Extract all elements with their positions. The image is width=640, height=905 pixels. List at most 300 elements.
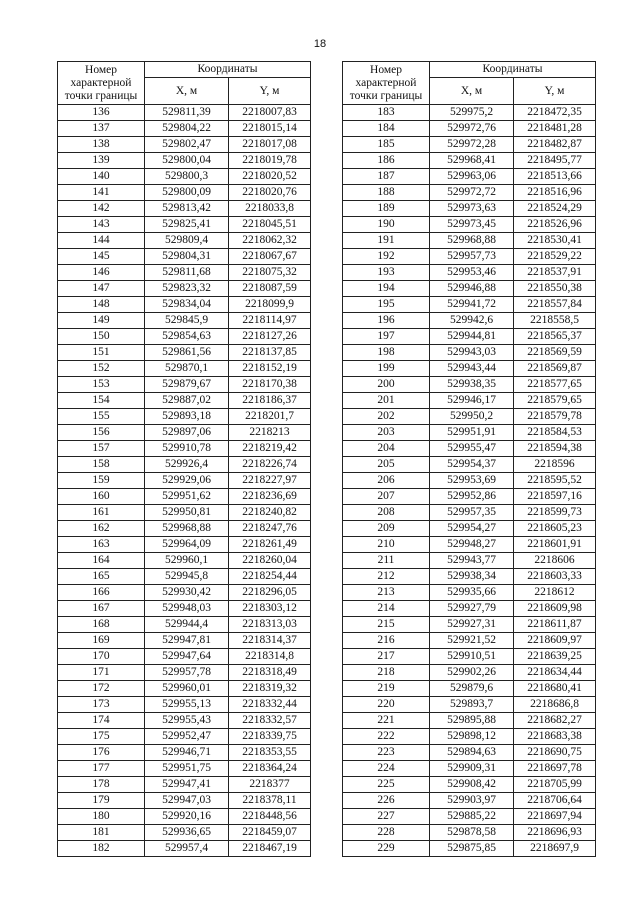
y-coordinate-cell: 2218186,37	[229, 393, 311, 409]
point-number-cell: 198	[343, 345, 430, 361]
x-coordinate-cell: 529955,47	[430, 441, 514, 457]
coordinates-table-right	[342, 61, 596, 857]
table-row	[58, 537, 311, 553]
point-number-header: Номер характерной точки границы	[58, 62, 145, 105]
point-number-cell: 168	[58, 617, 145, 633]
point-number-cell: 201	[343, 393, 430, 409]
table-row	[58, 729, 311, 745]
point-number-cell: 204	[343, 441, 430, 457]
x-coordinate-cell: 529948,03	[145, 601, 229, 617]
point-number-header: Номер характерной точки границы	[343, 62, 430, 105]
coordinates-header: Координаты	[145, 62, 311, 78]
table-row	[343, 537, 596, 553]
y-coordinate-cell: 2218606	[514, 553, 596, 569]
point-number-cell: 161	[58, 505, 145, 521]
x-coordinate-cell: 529802,47	[145, 137, 229, 153]
point-number-cell: 166	[58, 585, 145, 601]
y-coordinate-cell: 2218303,12	[229, 601, 311, 617]
y-coordinate-cell: 2218569,59	[514, 345, 596, 361]
table-row	[343, 393, 596, 409]
x-coordinate-cell: 529963,06	[430, 169, 514, 185]
x-coordinate-cell: 529951,62	[145, 489, 229, 505]
x-coordinate-cell: 529800,04	[145, 153, 229, 169]
table-row	[343, 697, 596, 713]
x-coordinate-cell: 529957,78	[145, 665, 229, 681]
x-coordinate-cell: 529927,31	[430, 617, 514, 633]
point-number-cell: 188	[343, 185, 430, 201]
x-coordinate-cell: 529957,35	[430, 505, 514, 521]
point-number-cell: 219	[343, 681, 430, 697]
y-coordinate-cell: 2218597,16	[514, 489, 596, 505]
x-coordinate-cell: 529943,03	[430, 345, 514, 361]
table-row	[58, 521, 311, 537]
table-row	[58, 825, 311, 841]
x-coordinate-cell: 529823,32	[145, 281, 229, 297]
page-number: 18	[313, 38, 327, 50]
point-number-cell: 138	[58, 137, 145, 153]
table-row	[58, 665, 311, 681]
table-row	[58, 121, 311, 137]
x-coordinate-cell: 529927,79	[430, 601, 514, 617]
x-coordinate-cell: 529811,39	[145, 105, 229, 121]
x-coordinate-cell: 529895,88	[430, 713, 514, 729]
point-number-cell: 170	[58, 649, 145, 665]
x-coordinate-cell: 529804,31	[145, 249, 229, 265]
point-number-cell: 221	[343, 713, 430, 729]
x-coordinate-cell: 529972,76	[430, 121, 514, 137]
y-coordinate-cell: 2218137,85	[229, 345, 311, 361]
table-row	[343, 169, 596, 185]
table-row	[58, 505, 311, 521]
point-number-cell: 193	[343, 265, 430, 281]
table-row	[58, 745, 311, 761]
x-coordinate-cell: 529800,3	[145, 169, 229, 185]
x-coordinate-cell: 529902,26	[430, 665, 514, 681]
y-coordinate-cell: 2218594,38	[514, 441, 596, 457]
y-coordinate-cell: 2218127,26	[229, 329, 311, 345]
point-number-cell: 186	[343, 153, 430, 169]
point-number-cell: 158	[58, 457, 145, 473]
y-coordinate-cell: 2218634,44	[514, 665, 596, 681]
table-row	[58, 265, 311, 281]
x-coordinate-cell: 529957,73	[430, 249, 514, 265]
table-row	[58, 409, 311, 425]
x-coordinate-cell: 529938,34	[430, 569, 514, 585]
point-number-cell: 178	[58, 777, 145, 793]
y-coordinate-cell: 2218467,19	[229, 841, 311, 857]
y-coordinate-cell: 2218601,91	[514, 537, 596, 553]
table-row	[58, 345, 311, 361]
x-coordinate-cell: 529920,16	[145, 809, 229, 825]
x-coordinate-cell: 529950,81	[145, 505, 229, 521]
point-number-cell: 145	[58, 249, 145, 265]
table-row	[343, 617, 596, 633]
x-coordinate-cell: 529894,63	[430, 745, 514, 761]
y-coordinate-cell: 2218524,29	[514, 201, 596, 217]
point-number-cell: 180	[58, 809, 145, 825]
y-coordinate-cell: 2218318,49	[229, 665, 311, 681]
y-coordinate-cell: 2218529,22	[514, 249, 596, 265]
table-row	[58, 169, 311, 185]
y-coordinate-cell: 2218682,27	[514, 713, 596, 729]
point-number-cell: 174	[58, 713, 145, 729]
x-coordinate-cell: 529975,2	[430, 105, 514, 121]
y-coordinate-cell: 2218261,49	[229, 537, 311, 553]
table-row	[343, 377, 596, 393]
point-number-cell: 142	[58, 201, 145, 217]
y-coordinate-cell: 2218530,41	[514, 233, 596, 249]
x-coordinate-cell: 529825,41	[145, 217, 229, 233]
y-coordinate-cell: 2218537,91	[514, 265, 596, 281]
table-row	[343, 313, 596, 329]
x-coordinate-cell: 529946,17	[430, 393, 514, 409]
table-row	[343, 361, 596, 377]
y-coordinate-cell: 2218170,38	[229, 377, 311, 393]
point-number-cell: 215	[343, 617, 430, 633]
point-number-cell: 220	[343, 697, 430, 713]
table-row	[343, 649, 596, 665]
y-coordinate-cell: 2218364,24	[229, 761, 311, 777]
table-row	[343, 233, 596, 249]
table-row	[58, 201, 311, 217]
y-coordinate-cell: 2218319,32	[229, 681, 311, 697]
table-row	[343, 329, 596, 345]
table-row	[58, 361, 311, 377]
y-coordinate-cell: 2218062,32	[229, 233, 311, 249]
y-coordinate-cell: 2218332,57	[229, 713, 311, 729]
y-coordinate-cell: 2218697,94	[514, 809, 596, 825]
point-number-cell: 224	[343, 761, 430, 777]
y-coordinate-cell: 2218219,42	[229, 441, 311, 457]
point-number-cell: 181	[58, 825, 145, 841]
point-number-cell: 217	[343, 649, 430, 665]
y-coordinate-cell: 2218605,23	[514, 521, 596, 537]
x-coordinate-cell: 529800,09	[145, 185, 229, 201]
point-number-cell: 194	[343, 281, 430, 297]
x-coordinate-cell: 529942,6	[430, 313, 514, 329]
point-number-cell: 169	[58, 633, 145, 649]
point-number-cell: 146	[58, 265, 145, 281]
table-row	[343, 793, 596, 809]
x-coordinate-cell: 529910,51	[430, 649, 514, 665]
y-coordinate-cell: 2218639,25	[514, 649, 596, 665]
y-coordinate-cell: 2218314,37	[229, 633, 311, 649]
y-coordinate-cell: 2218236,69	[229, 489, 311, 505]
y-coordinate-cell: 2218705,99	[514, 777, 596, 793]
table-row	[58, 585, 311, 601]
table-row	[343, 121, 596, 137]
x-coordinate-cell: 529957,4	[145, 841, 229, 857]
x-coordinate-cell: 529897,06	[145, 425, 229, 441]
y-coordinate-cell: 2218577,65	[514, 377, 596, 393]
table-row	[58, 153, 311, 169]
table-row	[58, 489, 311, 505]
point-number-cell: 200	[343, 377, 430, 393]
table-row	[58, 137, 311, 153]
x-coordinate-cell: 529964,09	[145, 537, 229, 553]
table-row	[58, 713, 311, 729]
table-row	[343, 153, 596, 169]
x-coordinate-cell: 529885,22	[430, 809, 514, 825]
x-coordinate-cell: 529947,64	[145, 649, 229, 665]
x-coordinate-cell: 529929,06	[145, 473, 229, 489]
x-coordinate-cell: 529952,47	[145, 729, 229, 745]
y-coordinate-cell: 2218584,53	[514, 425, 596, 441]
table-body-right	[343, 105, 596, 857]
point-number-cell: 139	[58, 153, 145, 169]
x-coordinate-cell: 529946,88	[430, 281, 514, 297]
point-number-cell: 205	[343, 457, 430, 473]
x-coordinate-cell: 529954,37	[430, 457, 514, 473]
x-coordinate-cell: 529938,35	[430, 377, 514, 393]
y-coordinate-cell: 2218240,82	[229, 505, 311, 521]
point-number-cell: 136	[58, 105, 145, 121]
point-number-cell: 171	[58, 665, 145, 681]
table-row	[343, 569, 596, 585]
x-coordinate-cell: 529968,88	[145, 521, 229, 537]
point-number-cell: 140	[58, 169, 145, 185]
y-coordinate-cell: 2218017,08	[229, 137, 311, 153]
point-number-cell: 210	[343, 537, 430, 553]
table-row	[343, 425, 596, 441]
table-row	[58, 633, 311, 649]
x-coordinate-cell: 529845,9	[145, 313, 229, 329]
table-row	[343, 457, 596, 473]
point-number-cell: 185	[343, 137, 430, 153]
y-coordinate-cell: 2218313,03	[229, 617, 311, 633]
x-coordinate-cell: 529960,01	[145, 681, 229, 697]
x-coordinate-cell: 529921,52	[430, 633, 514, 649]
table-row	[58, 281, 311, 297]
y-coordinate-cell: 2218226,74	[229, 457, 311, 473]
table-row	[343, 345, 596, 361]
y-coordinate-cell: 2218686,8	[514, 697, 596, 713]
point-number-cell: 218	[343, 665, 430, 681]
y-coordinate-cell: 2218201,7	[229, 409, 311, 425]
x-coordinate-cell: 529898,12	[430, 729, 514, 745]
table-row	[58, 569, 311, 585]
x-coordinate-cell: 529972,72	[430, 185, 514, 201]
table-row	[58, 457, 311, 473]
y-coordinate-cell: 2218513,66	[514, 169, 596, 185]
x-coordinate-cell: 529936,65	[145, 825, 229, 841]
y-coordinate-cell: 2218099,9	[229, 297, 311, 313]
y-coordinate-cell: 2218603,33	[514, 569, 596, 585]
x-coordinate-cell: 529935,66	[430, 585, 514, 601]
point-number-cell: 160	[58, 489, 145, 505]
table-row	[58, 473, 311, 489]
y-coordinate-cell: 2218033,8	[229, 201, 311, 217]
x-coordinate-cell: 529811,68	[145, 265, 229, 281]
x-coordinate-cell: 529952,86	[430, 489, 514, 505]
x-coordinate-cell: 529947,41	[145, 777, 229, 793]
y-coordinate-cell: 2218565,37	[514, 329, 596, 345]
table-row	[343, 249, 596, 265]
y-coordinate-cell: 2218697,78	[514, 761, 596, 777]
point-number-cell: 163	[58, 537, 145, 553]
table-row	[343, 185, 596, 201]
y-coordinate-cell: 2218114,97	[229, 313, 311, 329]
table-row	[343, 633, 596, 649]
table-row	[343, 201, 596, 217]
x-coordinate-cell: 529947,81	[145, 633, 229, 649]
table-row	[58, 761, 311, 777]
table-row	[343, 137, 596, 153]
y-coordinate-cell: 2218680,41	[514, 681, 596, 697]
table-row	[343, 681, 596, 697]
y-coordinate-cell: 2218612	[514, 585, 596, 601]
x-coordinate-cell: 529893,18	[145, 409, 229, 425]
x-coordinate-cell: 529941,72	[430, 297, 514, 313]
x-header: X, м	[430, 78, 514, 105]
y-coordinate-cell: 2218579,65	[514, 393, 596, 409]
point-number-cell: 147	[58, 281, 145, 297]
x-coordinate-cell: 529879,67	[145, 377, 229, 393]
y-coordinate-cell: 2218332,44	[229, 697, 311, 713]
table-row	[343, 729, 596, 745]
table-row	[343, 505, 596, 521]
y-coordinate-cell: 2218377	[229, 777, 311, 793]
table-row	[343, 713, 596, 729]
point-number-cell: 199	[343, 361, 430, 377]
point-number-cell: 151	[58, 345, 145, 361]
y-coordinate-cell: 2218019,78	[229, 153, 311, 169]
point-number-cell: 148	[58, 297, 145, 313]
point-number-cell: 144	[58, 233, 145, 249]
y-coordinate-cell: 2218516,96	[514, 185, 596, 201]
point-number-cell: 196	[343, 313, 430, 329]
point-number-cell: 141	[58, 185, 145, 201]
point-number-cell: 213	[343, 585, 430, 601]
y-coordinate-cell: 2218254,44	[229, 569, 311, 585]
y-header: Y, м	[229, 78, 311, 105]
y-coordinate-cell: 2218353,55	[229, 745, 311, 761]
y-header: Y, м	[514, 78, 596, 105]
point-number-cell: 206	[343, 473, 430, 489]
x-coordinate-cell: 529953,46	[430, 265, 514, 281]
point-number-cell: 187	[343, 169, 430, 185]
y-coordinate-cell: 2218007,83	[229, 105, 311, 121]
y-coordinate-cell: 2218697,9	[514, 841, 596, 857]
x-coordinate-cell: 529875,85	[430, 841, 514, 857]
table-row	[58, 249, 311, 265]
x-coordinate-cell: 529955,43	[145, 713, 229, 729]
x-coordinate-cell: 529972,28	[430, 137, 514, 153]
point-number-cell: 197	[343, 329, 430, 345]
coordinates-table-left	[57, 61, 311, 857]
table-row	[343, 297, 596, 313]
table-row	[343, 825, 596, 841]
table-row	[58, 185, 311, 201]
x-coordinate-cell: 529947,03	[145, 793, 229, 809]
y-coordinate-cell: 2218579,78	[514, 409, 596, 425]
point-number-cell: 175	[58, 729, 145, 745]
x-coordinate-cell: 529887,02	[145, 393, 229, 409]
table-row	[58, 297, 311, 313]
point-number-cell: 150	[58, 329, 145, 345]
x-coordinate-cell: 529903,97	[430, 793, 514, 809]
table-row	[343, 441, 596, 457]
x-coordinate-cell: 529948,27	[430, 537, 514, 553]
point-number-cell: 195	[343, 297, 430, 313]
point-number-cell: 149	[58, 313, 145, 329]
point-number-cell: 212	[343, 569, 430, 585]
table-row	[58, 313, 311, 329]
table-row	[58, 777, 311, 793]
y-coordinate-cell: 2218596	[514, 457, 596, 473]
y-coordinate-cell: 2218482,87	[514, 137, 596, 153]
table-row	[343, 553, 596, 569]
y-coordinate-cell: 2218690,75	[514, 745, 596, 761]
y-coordinate-cell: 2218595,52	[514, 473, 596, 489]
y-coordinate-cell: 2218087,59	[229, 281, 311, 297]
y-coordinate-cell: 2218609,97	[514, 633, 596, 649]
point-number-cell: 156	[58, 425, 145, 441]
x-coordinate-cell: 529908,42	[430, 777, 514, 793]
table-row	[58, 553, 311, 569]
y-coordinate-cell: 2218020,76	[229, 185, 311, 201]
x-coordinate-cell: 529930,42	[145, 585, 229, 601]
point-number-cell: 157	[58, 441, 145, 457]
table-row	[343, 601, 596, 617]
point-number-cell: 189	[343, 201, 430, 217]
table-row	[343, 665, 596, 681]
table-row	[343, 473, 596, 489]
x-coordinate-cell: 529973,45	[430, 217, 514, 233]
table-row	[343, 281, 596, 297]
y-coordinate-cell: 2218706,64	[514, 793, 596, 809]
point-number-cell: 211	[343, 553, 430, 569]
y-coordinate-cell: 2218314,8	[229, 649, 311, 665]
x-coordinate-cell: 529968,88	[430, 233, 514, 249]
x-coordinate-cell: 529870,1	[145, 361, 229, 377]
y-coordinate-cell: 2218599,73	[514, 505, 596, 521]
x-coordinate-cell: 529950,2	[430, 409, 514, 425]
point-number-cell: 153	[58, 377, 145, 393]
y-coordinate-cell: 2218227,97	[229, 473, 311, 489]
point-number-cell: 226	[343, 793, 430, 809]
point-number-cell: 176	[58, 745, 145, 761]
x-coordinate-cell: 529953,69	[430, 473, 514, 489]
y-coordinate-cell: 2218459,07	[229, 825, 311, 841]
y-coordinate-cell: 2218683,38	[514, 729, 596, 745]
point-number-cell: 167	[58, 601, 145, 617]
y-coordinate-cell: 2218550,38	[514, 281, 596, 297]
point-number-cell: 159	[58, 473, 145, 489]
point-number-cell: 228	[343, 825, 430, 841]
y-coordinate-cell: 2218067,67	[229, 249, 311, 265]
table-row	[58, 329, 311, 345]
point-number-cell: 229	[343, 841, 430, 857]
point-number-cell: 137	[58, 121, 145, 137]
y-coordinate-cell: 2218378,11	[229, 793, 311, 809]
x-coordinate-cell: 529926,4	[145, 457, 229, 473]
y-coordinate-cell: 2218213	[229, 425, 311, 441]
point-number-cell: 190	[343, 217, 430, 233]
table-row	[343, 521, 596, 537]
point-number-cell: 155	[58, 409, 145, 425]
point-number-cell: 177	[58, 761, 145, 777]
y-coordinate-cell: 2218696,93	[514, 825, 596, 841]
table-row	[58, 601, 311, 617]
x-coordinate-cell: 529954,27	[430, 521, 514, 537]
x-coordinate-cell: 529951,91	[430, 425, 514, 441]
point-number-cell: 225	[343, 777, 430, 793]
table-row	[58, 217, 311, 233]
y-coordinate-cell: 2218495,77	[514, 153, 596, 169]
table-row	[343, 841, 596, 857]
x-coordinate-cell: 529879,6	[430, 681, 514, 697]
